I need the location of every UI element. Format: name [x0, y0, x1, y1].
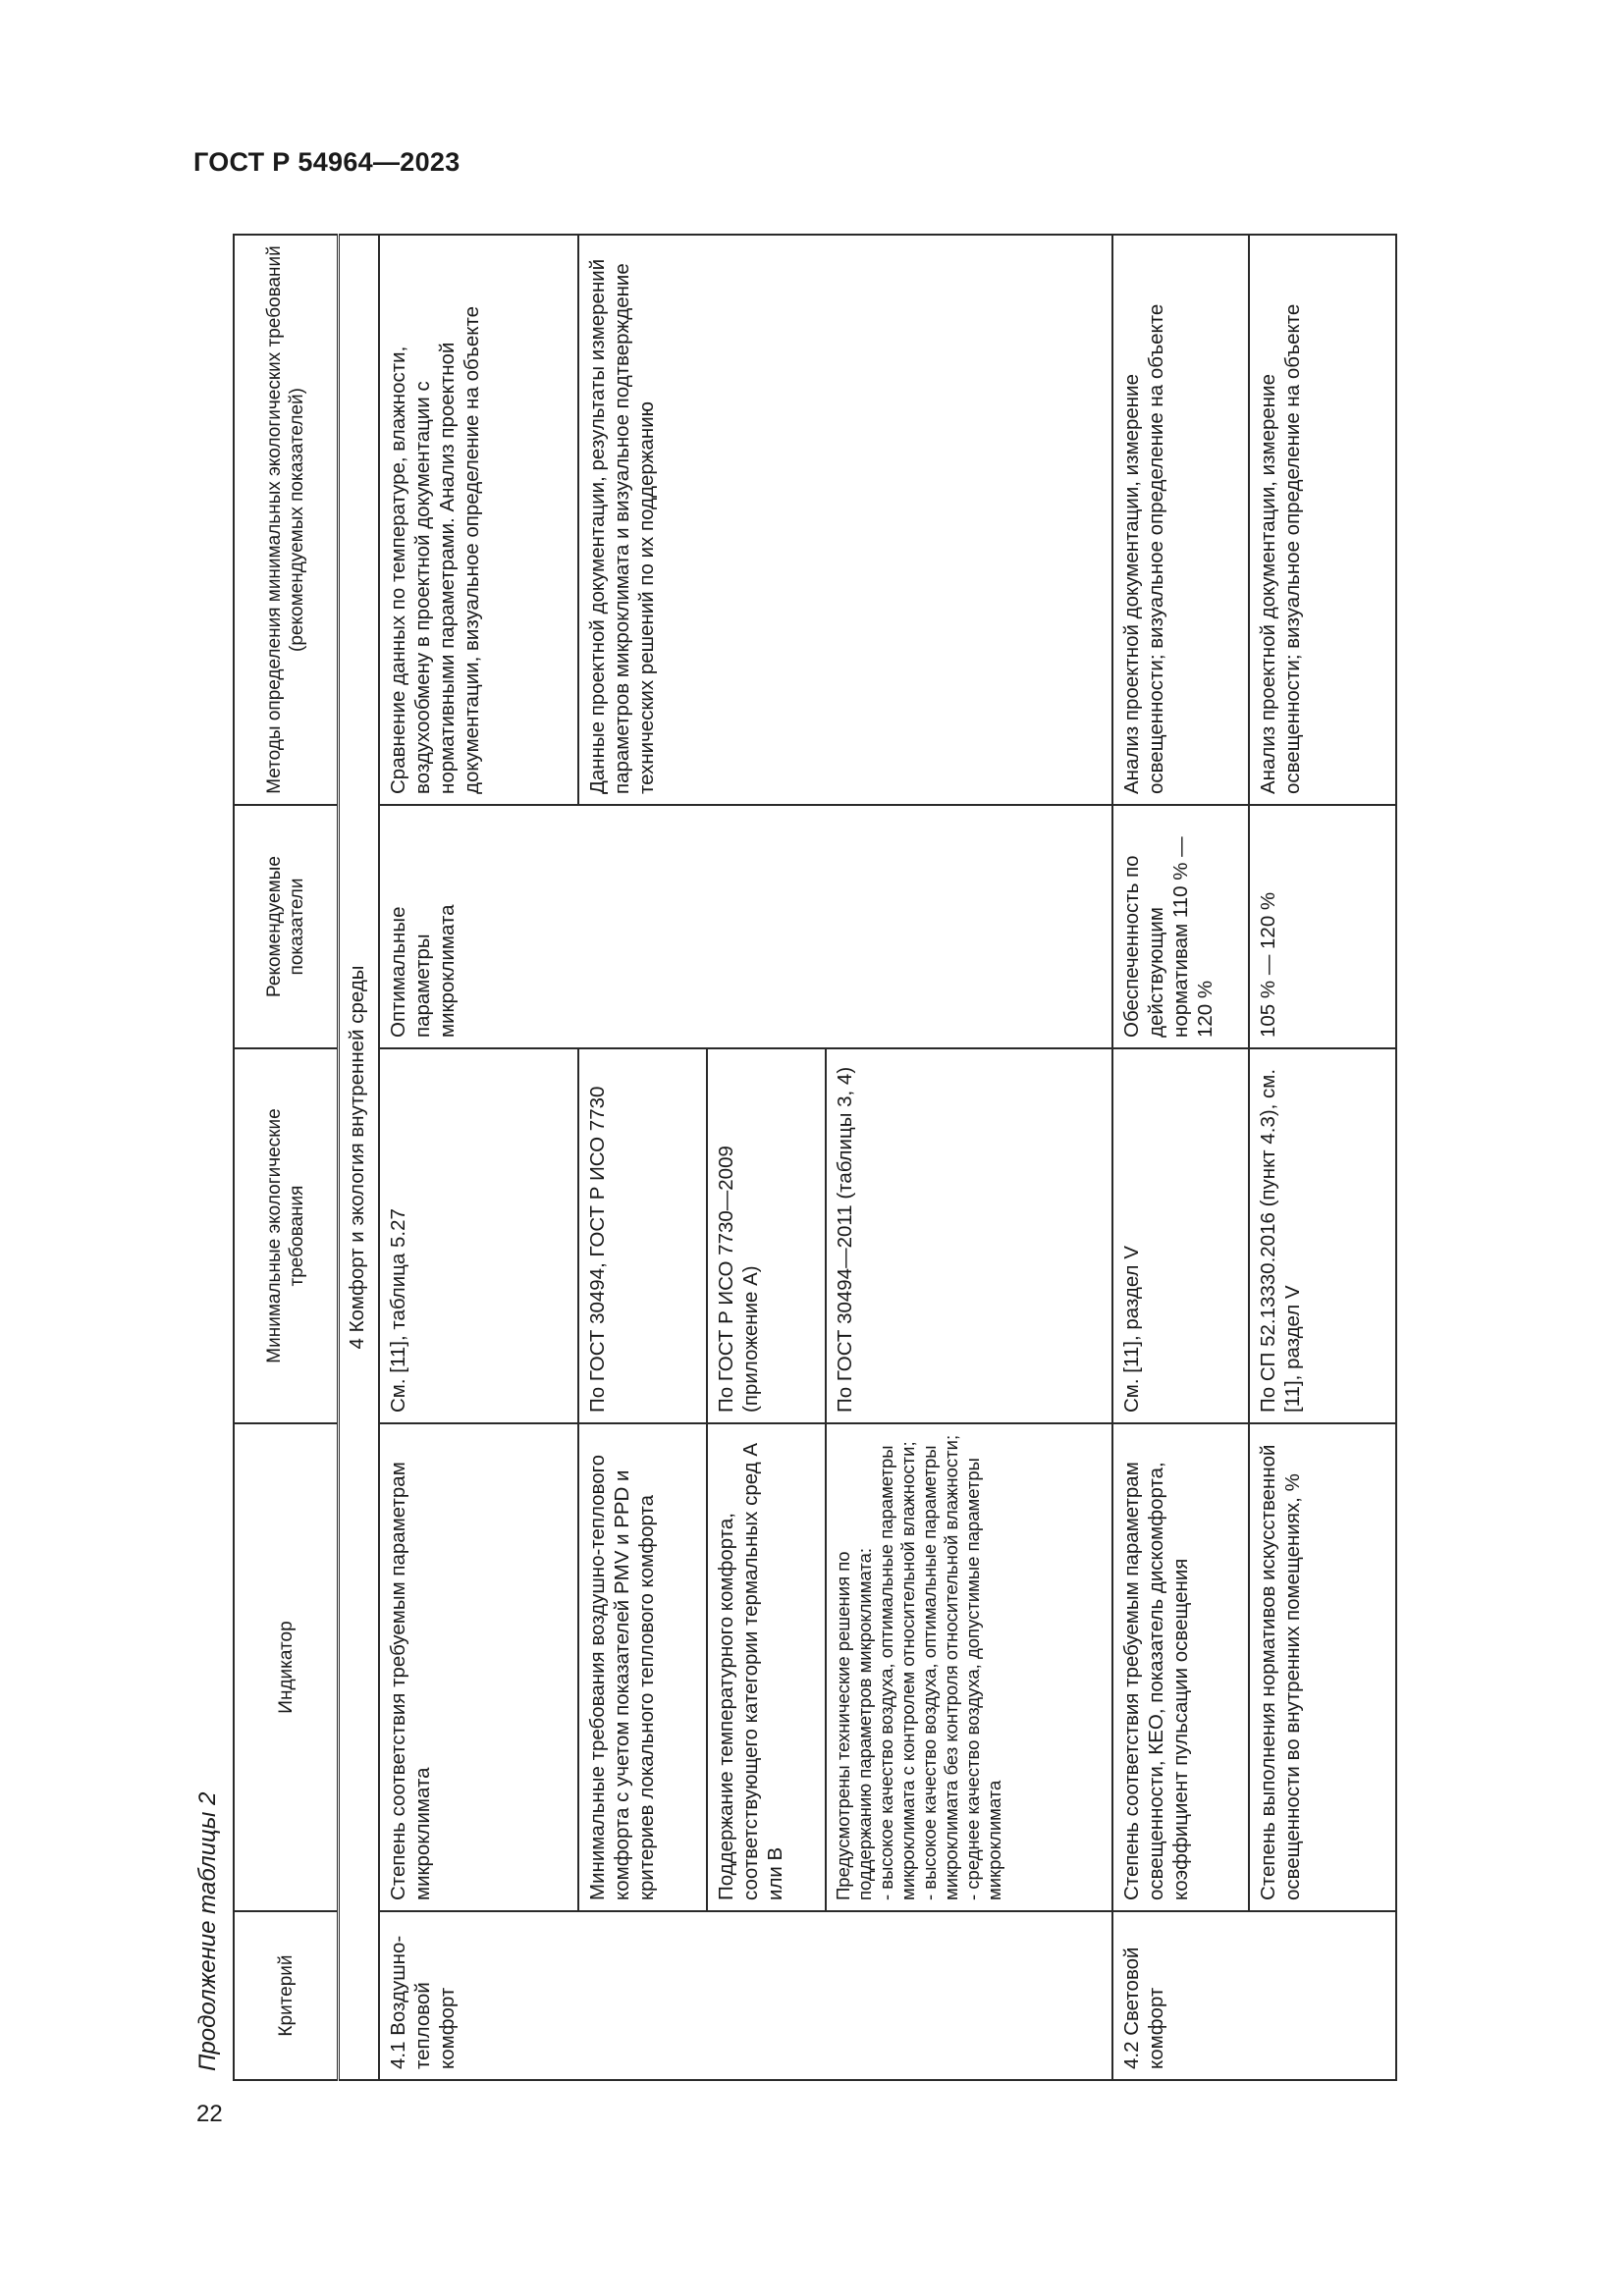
header-recommended: Рекомендуемые показатели	[234, 805, 339, 1048]
recommended-cell: Обеспеченность по действующим нормативам 110 % — 120 %	[1112, 805, 1250, 1048]
method-cell: Данные проектной документации, результаты измерений параметров микроклимата и визуальное подтверждение технических решений по их поддержанию	[578, 235, 1112, 805]
header-criterion: Критерий	[234, 1911, 339, 2080]
method-cell: Анализ проектной документации, измерение освещенности; визуальное определение на объекте	[1112, 235, 1250, 805]
requirement-cell: По ГОСТ 30494, ГОСТ Р ИСО 7730	[578, 1048, 707, 1423]
table-row	[1249, 235, 1396, 2080]
indicator-cell: Степень выполнения нормативов искусственной освещенности во внутренних помещениях, %	[1249, 1423, 1396, 1911]
table-row	[578, 235, 707, 2080]
header-methods: Методы определения минимальных экологических требований (рекомендуемых показателей)	[234, 235, 339, 805]
header-requirements: Минимальные экологические требования	[234, 1048, 339, 1423]
requirement-cell: По ГОСТ Р ИСО 7730—2009 (приложение А)	[707, 1048, 826, 1423]
header-indicator: Индикатор	[234, 1423, 339, 1911]
recommended-cell: 105 % — 120 %	[1249, 805, 1396, 1048]
indicator-cell: Минимальные требования воздушно-теплового комфорта с учетом показателей PMV и PPD и критериев локального теплового комфорта	[578, 1423, 707, 1911]
document-code: ГОСТ Р 54964—2023	[193, 147, 460, 177]
requirement-cell: См. [11], раздел V	[1112, 1048, 1250, 1423]
indicator-cell: Степень соответствия требуемым параметрам микроклимата	[379, 1423, 578, 1911]
requirements-table	[233, 234, 1397, 2081]
indicator-cell: Поддержание температурного комфорта, соответствующего категории термальных сред A или B	[707, 1423, 826, 1911]
method-cell: Сравнение данных по температуре, влажности, воздухообмену в проектной документации с нормативными параметрами. Анализ проектной документации, визуальное определение на объекте	[379, 235, 578, 805]
page-number: 22	[196, 2101, 223, 2127]
table-row	[379, 235, 578, 2080]
method-cell: Анализ проектной документации, измерение освещенности; визуальное определение на объекте	[1249, 235, 1396, 805]
indicator-cell: Степень соответствия требуемым параметрам освещенности, КЕО, показатель дискомфорта, коэффициент пульсации освещения	[1112, 1423, 1250, 1911]
table-row	[1112, 235, 1250, 2080]
rotated-table-container	[233, 236, 1397, 2081]
table-header-row	[234, 235, 339, 2080]
section-title: 4 Комфорт и экология внутренней среды	[339, 235, 379, 2080]
criterion-cell: 4.2 Световой комфорт	[1112, 1911, 1396, 2080]
recommended-cell: Оптимальные параметры микроклимата	[379, 805, 1112, 1048]
indicator-cell: Предусмотрены технические решения по поддержанию параметров микроклимата: - высокое качество воздуха, оптимальные параметры микроклимата с контролем относительной влажности; - высокое качество воздуха, оптимальные параметры микроклимата без контроля относительной влажности; - среднее качество воздуха, допустимые параметры микроклимата	[826, 1423, 1111, 1911]
table-continuation-label: Продолжение таблицы 2	[194, 1791, 221, 2071]
requirement-cell: По СП 52.13330.2016 (пункт 4.3), см. [11], раздел V	[1249, 1048, 1396, 1423]
requirement-cell: По ГОСТ 30494—2011 (таблицы 3, 4)	[826, 1048, 1111, 1423]
section-row	[339, 235, 379, 2080]
requirement-cell: См. [11], таблица 5.27	[379, 1048, 578, 1423]
criterion-cell: 4.1 Воздушно-тепловой комфорт	[379, 1911, 1112, 2080]
